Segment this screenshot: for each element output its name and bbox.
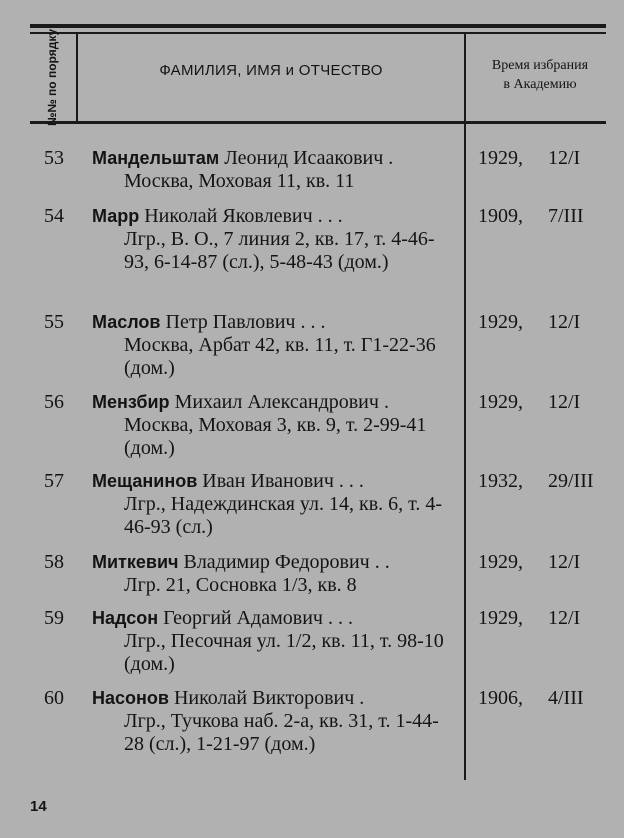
header-name-col: ФАМИЛИЯ, ИМЯ и ОТЧЕСТВО: [159, 62, 383, 79]
entry-number: 55: [44, 311, 64, 333]
entry-year: 1929,: [478, 551, 523, 573]
entry-date: 29/III: [548, 470, 594, 492]
entry-surname: Миткевич: [92, 552, 179, 572]
header-time-line1: Время избрания: [491, 58, 589, 73]
entry-address: Москва, Моховая 11, кв. 11: [124, 170, 355, 192]
entry-surname: Насонов: [92, 688, 169, 708]
header-time-line2: в Академию: [503, 77, 577, 92]
entry-surname: Надсон: [92, 608, 159, 628]
entry-address: Лгр. 21, Сосновка 1/3, кв. 8: [124, 574, 357, 596]
entry-surname: Маслов: [92, 312, 161, 332]
entry-number: 58: [44, 551, 64, 573]
entry-name: [92, 687, 458, 710]
entry-given-name: Владимир Федорович . .: [178, 551, 390, 573]
entry-name: [92, 551, 458, 574]
entry-address: Лгр., Песочная ул. 1/2, кв. 11, т. 98-10 (дом.): [124, 630, 444, 675]
entry-date: 7/III: [548, 205, 584, 227]
entry-date: 12/I: [548, 147, 581, 169]
header-time-col: [468, 56, 612, 94]
entry-surname: Мещанинов: [92, 471, 198, 491]
header-number-label: №№ по порядку: [45, 28, 60, 126]
entry-surname: Мензбир: [92, 392, 170, 412]
entry-address: Лгр., Тучкова наб. 2-а, кв. 31, т. 1-44-28 (сл.), 1-21-97 (дом.): [124, 710, 439, 755]
entry-number: 60: [44, 687, 64, 709]
entry-given-name: Петр Павлович . . .: [160, 311, 326, 333]
entry-year: 1932,: [478, 470, 523, 492]
entry-year: 1906,: [478, 687, 523, 709]
entry-name: [92, 147, 458, 170]
entry-address: Лгр., В. О., 7 линия 2, кв. 17, т. 4-46-93, 6-14-87 (сл.), 5-48-43 (дом.): [124, 228, 435, 273]
entry-date: 4/III: [548, 687, 584, 709]
entry-number: 54: [44, 205, 64, 227]
entry-address: Москва, Арбат 42, кв. 11, т. Г1-22-36 (дом.): [124, 334, 436, 379]
entry-given-name: Николай Викторович .: [168, 687, 365, 709]
header-number-col: [30, 28, 76, 126]
entry-given-name: Леонид Исаакович .: [219, 147, 394, 169]
entry-name: [92, 391, 458, 414]
entry-address: Москва, Моховая 3, кв. 9, т. 2-99-41 (дом.): [124, 414, 427, 459]
entry-surname: Марр: [92, 206, 140, 226]
entry-given-name: Иван Иванович . . .: [197, 470, 364, 492]
entry-number: 57: [44, 470, 64, 492]
entry-date: 12/I: [548, 607, 581, 629]
top-rule: [30, 24, 606, 28]
entry-given-name: Николай Яковлевич . . .: [139, 205, 343, 227]
entry-address: Лгр., Надеждинская ул. 14, кв. 6, т. 4-46-93 (сл.): [124, 493, 443, 538]
entry-given-name: Михаил Александрович .: [169, 391, 389, 413]
entry-name: [92, 607, 458, 630]
entry-date: 12/I: [548, 551, 581, 573]
header-rule: [30, 121, 606, 124]
column-divider-time: [464, 32, 466, 780]
page-number: 14: [30, 798, 47, 815]
top-rule-thin: [30, 32, 606, 34]
entry-name: [92, 205, 458, 228]
entry-year: 1929,: [478, 607, 523, 629]
entry-date: 12/I: [548, 391, 581, 413]
entry-date: 12/I: [548, 311, 581, 333]
entry-year: 1929,: [478, 147, 523, 169]
entry-year: 1929,: [478, 391, 523, 413]
entry-name: [92, 311, 458, 334]
entry-surname: Мандельштам: [92, 148, 220, 168]
entry-year: 1929,: [478, 311, 523, 333]
entry-name: [92, 470, 458, 493]
entry-given-name: Георгий Адамович . . .: [158, 607, 353, 629]
entry-number: 53: [44, 147, 64, 169]
entry-number: 59: [44, 607, 64, 629]
entry-year: 1909,: [478, 205, 523, 227]
entry-number: 56: [44, 391, 64, 413]
